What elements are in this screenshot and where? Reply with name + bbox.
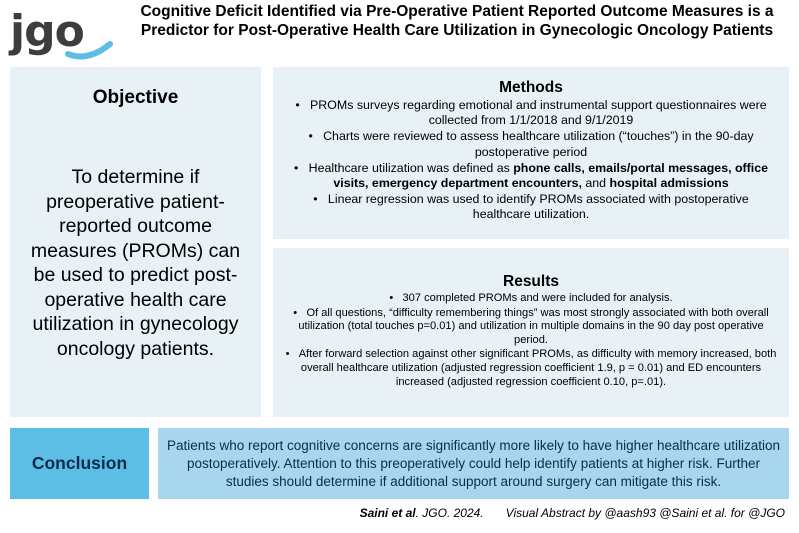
methods-item-text: and bbox=[581, 176, 610, 191]
methods-heading: Methods bbox=[499, 79, 563, 96]
conclusion-label: Conclusion bbox=[10, 428, 149, 499]
methods-item: • PROMs surveys regarding emotional and instrumental support questionnaires were collected from 1/1/2018 and 9/1/2019 bbox=[285, 98, 777, 128]
svg-text:jgo: jgo bbox=[10, 6, 84, 57]
page-title: Cognitive Deficit Identified via Pre-Operative Patient Reported Outcome Measures is a Predictor for Post-Operative Health Care Utilization in Gynecologic Oncology Patients bbox=[140, 3, 774, 39]
methods-item-bold: hospital admissions bbox=[609, 176, 729, 191]
objective-heading: Objective bbox=[92, 87, 179, 108]
results-list bbox=[273, 292, 789, 389]
conclusion-text: Patients who report cognitive concerns are significantly more likely to have higher healthcare utilization postoperatively. Attention to this preoperatively could help identify patients at higher risk. Further studies should determine if additional support around surgery can mitigate this risk. bbox=[158, 428, 789, 499]
results-panel bbox=[273, 248, 789, 417]
jgo-logo bbox=[6, 4, 118, 62]
objective-panel bbox=[10, 67, 261, 417]
results-item: • 307 completed PROMs and were included for analysis. bbox=[285, 292, 777, 306]
results-item: • Of all questions, “difficulty remembering things” was most strongly associated with both overall utilization (total touches p=0.01) and utilization in multiple domains in the 90 day post operative period. bbox=[285, 307, 777, 348]
footer-author: Saini et al bbox=[359, 506, 416, 520]
footer-journal: . JGO. 2024. bbox=[415, 506, 484, 520]
results-heading: Results bbox=[503, 273, 559, 290]
methods-item-text: Healthcare utilization was defined as bbox=[308, 160, 514, 175]
footer-citation bbox=[360, 506, 785, 520]
methods-item: • Charts were reviewed to assess healthcare utilization (“touches”) in the 90-day postoperative period bbox=[285, 129, 777, 159]
results-item: • After forward selection against other significant PROMs, as difficulty with memory increased, both overall healthcare utilization (adjusted regression coefficient 1.9, p = 0.01) and ED encounters increased (adjusted regression coefficient 0.10, p=.01). bbox=[285, 348, 777, 389]
footer-credit: Visual Abstract by @aash93 @Saini et al. for @JGO bbox=[505, 506, 785, 520]
methods-item bbox=[285, 161, 777, 191]
methods-item-bold: phone calls, emails/portal messages, office visits, emergency department encounters, bbox=[333, 160, 769, 191]
objective-text: To determine if preoperative patient-reported outcome measures (PROMs) can be used to predict post-operative health care utilization in gynecology oncology patients. bbox=[30, 166, 241, 360]
methods-list bbox=[273, 98, 789, 223]
methods-panel bbox=[273, 67, 789, 239]
methods-item: • Linear regression was used to identify PROMs associated with postoperative healthcare utilization. bbox=[285, 192, 777, 222]
